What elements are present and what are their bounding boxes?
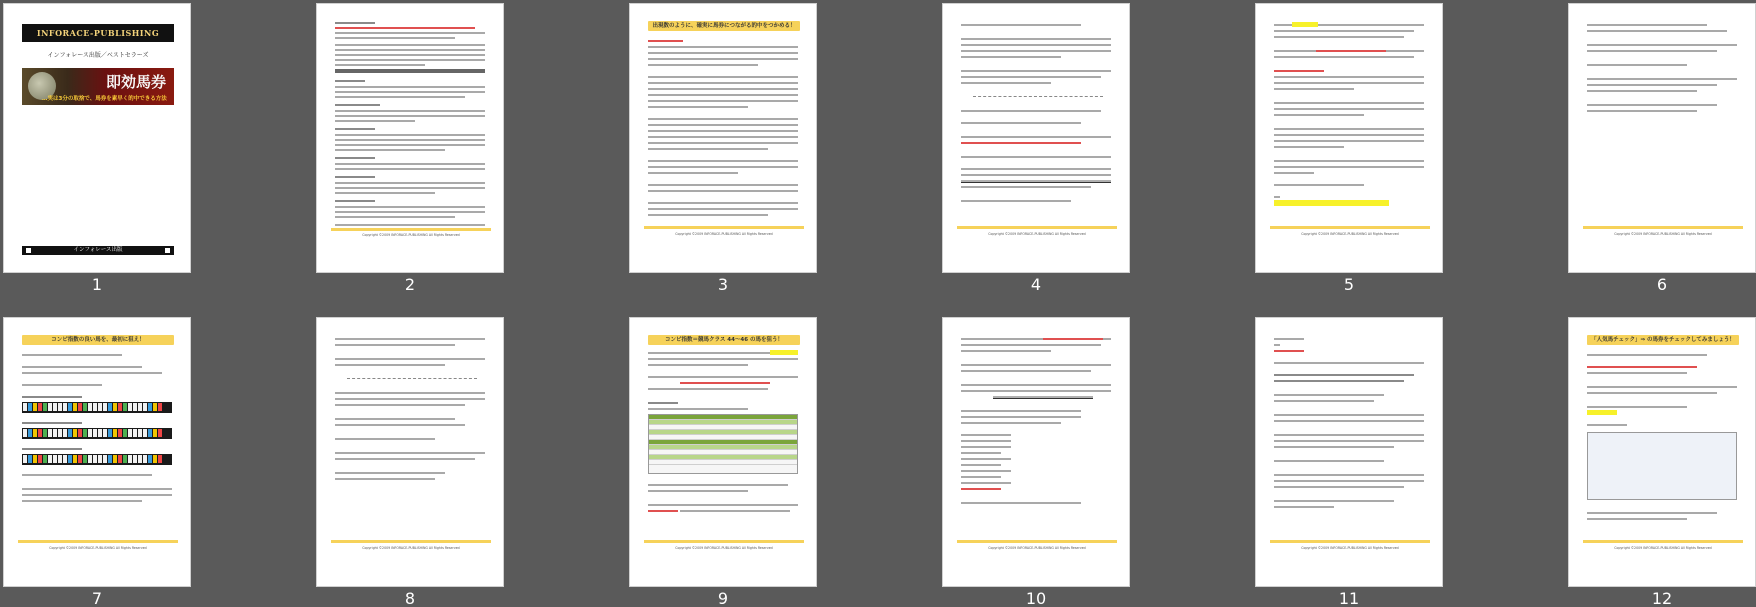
page-preview xyxy=(3,317,191,587)
page-footer: Copyright ©2009 INFORACE-PUBLISHING All Rights Reserved xyxy=(675,232,773,236)
page-preview xyxy=(1255,317,1443,587)
page-number: 6 xyxy=(1656,275,1668,294)
page-preview xyxy=(629,317,817,587)
thumbnail-page-10[interactable] xyxy=(942,317,1130,607)
page-footer: Copyright ©2009 INFORACE-PUBLISHING All Rights Reserved xyxy=(1614,546,1712,550)
page-heading: コンピ指数＝競馬クラス 44〜46 の馬を狙う！ xyxy=(648,335,800,345)
bullet-icon xyxy=(26,248,31,253)
race-table xyxy=(648,414,798,474)
cover-title: INFORACE-PUBLISHING xyxy=(22,24,174,42)
page-number: 11 xyxy=(1338,589,1360,607)
page-footer: Copyright ©2009 INFORACE-PUBLISHING All Rights Reserved xyxy=(49,546,147,550)
cover-banner xyxy=(22,68,174,105)
page-footer: Copyright ©2009 INFORACE-PUBLISHING All Rights Reserved xyxy=(988,232,1086,236)
page-preview xyxy=(316,3,504,273)
page-number: 1 xyxy=(91,275,103,294)
thumbnail-page-1[interactable] xyxy=(3,3,191,303)
page-preview xyxy=(316,317,504,587)
cover-banner-tagline: …実は3分の取捨で、馬券を素早く的中できる方法 xyxy=(42,96,167,102)
thumbnail-page-11[interactable] xyxy=(1255,317,1443,607)
page-heading: コンピ指数の良い馬を、最初に狙え！ xyxy=(22,335,174,345)
bullet-icon xyxy=(165,248,170,253)
page-number: 5 xyxy=(1343,275,1355,294)
thumbnail-page-5[interactable] xyxy=(1255,3,1443,303)
page-preview xyxy=(1568,3,1756,273)
thumbnail-page-4[interactable] xyxy=(942,3,1130,303)
page-heading: 「人気馬チェック」⇒ の馬券をチェックしてみましょう！ xyxy=(1587,335,1739,345)
page-footer: Copyright ©2009 INFORACE-PUBLISHING All Rights Reserved xyxy=(362,233,460,237)
thumbnail-page-8[interactable] xyxy=(316,317,504,607)
page-preview xyxy=(942,317,1130,587)
thumbnail-page-6[interactable] xyxy=(1568,3,1756,303)
page-preview xyxy=(1255,3,1443,273)
page-heading: 出現数のように、確実に馬券につながる的中をつかめる！ xyxy=(648,21,800,31)
result-strip xyxy=(22,454,172,465)
page-number: 8 xyxy=(404,589,416,607)
page-preview xyxy=(1568,317,1756,587)
thumbnail-page-12[interactable] xyxy=(1568,317,1756,607)
newspaper-table xyxy=(1587,432,1737,500)
cover-banner-title: 即効馬券 xyxy=(105,73,166,91)
page-preview xyxy=(942,3,1130,273)
result-strip xyxy=(22,402,172,413)
thumbnail-page-3[interactable] xyxy=(629,3,817,303)
page-number: 4 xyxy=(1030,275,1042,294)
result-strip xyxy=(22,428,172,439)
cover-footer-label: インフォレース出版 xyxy=(73,247,123,253)
thumbnail-page-2[interactable] xyxy=(316,3,504,303)
page-preview xyxy=(629,3,817,273)
thumbnail-page-9[interactable] xyxy=(629,317,817,607)
page-footer: Copyright ©2009 INFORACE-PUBLISHING All Rights Reserved xyxy=(988,546,1086,550)
page-footer: Copyright ©2009 INFORACE-PUBLISHING All Rights Reserved xyxy=(362,546,460,550)
page-number: 9 xyxy=(717,589,729,607)
page-number: 3 xyxy=(717,275,729,294)
page-preview xyxy=(3,3,191,273)
page-footer: Copyright ©2009 INFORACE-PUBLISHING All Rights Reserved xyxy=(1614,232,1712,236)
page-footer: Copyright ©2009 INFORACE-PUBLISHING All Rights Reserved xyxy=(1301,546,1399,550)
page-number: 7 xyxy=(91,589,103,607)
page-footer: Copyright ©2009 INFORACE-PUBLISHING All Rights Reserved xyxy=(675,546,773,550)
page-number: 12 xyxy=(1651,589,1673,607)
page-footer: Copyright ©2009 INFORACE-PUBLISHING All Rights Reserved xyxy=(1301,232,1399,236)
page-number: 10 xyxy=(1025,589,1047,607)
cover-footer xyxy=(22,246,174,255)
cover-subtitle: インフォレース出版／ベストセラーズ xyxy=(47,52,149,59)
thumbnail-page-7[interactable] xyxy=(3,317,191,607)
page-number: 2 xyxy=(404,275,416,294)
